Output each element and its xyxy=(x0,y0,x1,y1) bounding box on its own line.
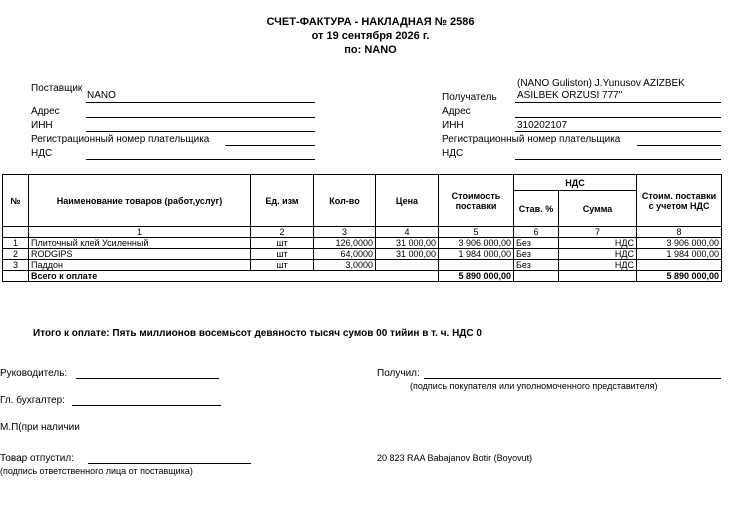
receiver-reg-label: Регистрационный номер плательщика xyxy=(442,134,621,145)
document-date: от 19 сентября 2026 г. xyxy=(311,30,430,42)
row-unit: шт xyxy=(251,238,314,249)
supplier-address-label: Адрес xyxy=(31,106,60,117)
receiver-name-line1: (NANO Guliston) J.Yunusov AZIZBEK xyxy=(517,78,685,89)
receiver-vat-label: НДС xyxy=(442,148,464,159)
total-row xyxy=(3,271,722,282)
row-name: Паддон xyxy=(29,260,251,271)
header-vat-sum: Сумма xyxy=(559,191,637,227)
col-number: 4 xyxy=(376,227,439,238)
row-name: Плиточный клей Усиленный xyxy=(29,238,251,249)
header-unit: Ед. изм xyxy=(251,175,314,227)
accountant-label: Гл. бухгалтер: xyxy=(0,395,65,406)
row-num: 1 xyxy=(3,238,29,249)
received-signature-line xyxy=(424,378,721,379)
col-number: 3 xyxy=(314,227,376,238)
row-qty: 3,0000 xyxy=(314,260,376,271)
amount-in-words: Итого к оплате: Пять миллионов восемьсот девяносто тысяч сумов 00 тийин в т. ч. НДС 0 xyxy=(33,328,482,339)
received-note: (подпись покупателя или уполномоченного представителя) xyxy=(410,381,658,391)
row-unit: шт xyxy=(251,260,314,271)
table-row xyxy=(3,249,722,260)
receiver-vat-line xyxy=(515,159,721,160)
col-number: 7 xyxy=(559,227,637,238)
receiver-name-line2: ASILBEK ORZUSI 777" xyxy=(517,90,623,101)
receiver-inn-label: ИНН xyxy=(442,120,464,131)
director-signature-line xyxy=(76,378,219,379)
row-unit: шт xyxy=(251,249,314,260)
supplier-name-line xyxy=(86,102,315,103)
header-qty: Кол-во xyxy=(314,175,376,227)
supplier-inn-label: ИНН xyxy=(31,120,53,131)
header-num: № xyxy=(3,175,29,227)
total-num-cell xyxy=(3,271,29,282)
supplier-label: Поставщик xyxy=(31,83,83,94)
receiver-label: Получатель xyxy=(442,92,497,103)
row-vat-rate: Без xyxy=(514,238,559,249)
director-label: Руководитель: xyxy=(0,368,68,379)
stamp-label: М.П(при наличии xyxy=(0,422,80,433)
receiver-reg-line xyxy=(637,145,721,146)
col-number: 8 xyxy=(637,227,722,238)
header-vat: НДС xyxy=(514,175,637,191)
released-label: Товар отпустил: xyxy=(0,453,74,464)
table-row xyxy=(3,238,722,249)
header-price: Цена xyxy=(376,175,439,227)
header-name: Наименование товаров (работ,услуг) xyxy=(29,175,251,227)
row-vat-rate: Без xyxy=(514,249,559,260)
total-vat-sum-cell xyxy=(559,271,637,282)
supplier-name: NANO xyxy=(87,90,116,101)
col-number: 5 xyxy=(439,227,514,238)
row-total: 3 906 000,00 xyxy=(637,238,722,249)
row-cost: 3 906 000,00 xyxy=(439,238,514,249)
row-vat-sum: НДС xyxy=(559,249,637,260)
row-num: 2 xyxy=(3,249,29,260)
row-price: 31 000,00 xyxy=(376,238,439,249)
supplier-reg-label: Регистрационный номер плательщика xyxy=(31,134,210,145)
row-qty: 126,0000 xyxy=(314,238,376,249)
total-vat-rate-cell xyxy=(514,271,559,282)
row-name: RODGIPS xyxy=(29,249,251,260)
header-cost: Стоимость поставки xyxy=(439,175,514,227)
received-label: Получил: xyxy=(377,368,420,379)
row-cost xyxy=(439,260,514,271)
col-number: 1 xyxy=(29,227,251,238)
driver-info: 20 823 RAA Babajanov Botir (Boyovut) xyxy=(377,453,533,463)
row-price xyxy=(376,260,439,271)
receiver-address-label: Адрес xyxy=(442,106,471,117)
row-price: 31 000,00 xyxy=(376,249,439,260)
col-number xyxy=(3,227,29,238)
released-signature-line xyxy=(88,463,251,464)
receiver-inn-value: 310202107 xyxy=(517,120,568,131)
total-label: Всего к оплате xyxy=(29,271,439,282)
accountant-signature-line xyxy=(72,405,221,406)
supplier-address-line xyxy=(86,117,315,118)
column-number-row xyxy=(3,227,722,238)
header-vat-rate: Став. % xyxy=(514,191,559,227)
row-cost: 1 984 000,00 xyxy=(439,249,514,260)
supplier-reg-line xyxy=(225,145,315,146)
table-row xyxy=(3,260,722,271)
document-title: СЧЕТ-ФАКТУРА - НАКЛАДНАЯ № 2586 xyxy=(266,16,475,28)
document-by: по: NANO xyxy=(344,44,397,56)
row-vat-sum: НДС xyxy=(559,260,637,271)
row-vat-sum: НДС xyxy=(559,238,637,249)
receiver-name-underline xyxy=(515,102,721,103)
header-total: Стоим. поставки с учетом НДС xyxy=(637,175,722,227)
row-total: 1 984 000,00 xyxy=(637,249,722,260)
row-vat-rate: Без xyxy=(514,260,559,271)
items-table xyxy=(2,174,722,282)
total-cost: 5 890 000,00 xyxy=(439,271,514,282)
receiver-address-line xyxy=(515,117,721,118)
supplier-vat-line xyxy=(86,159,315,160)
supplier-inn-line xyxy=(86,131,315,132)
row-qty: 64,0000 xyxy=(314,249,376,260)
supplier-vat-label: НДС xyxy=(31,148,53,159)
row-total xyxy=(637,260,722,271)
row-num: 3 xyxy=(3,260,29,271)
col-number: 6 xyxy=(514,227,559,238)
released-note: (подпись ответственного лица от поставщика) xyxy=(0,466,193,476)
total-with-vat: 5 890 000,00 xyxy=(637,271,722,282)
col-number: 2 xyxy=(251,227,314,238)
receiver-inn-line xyxy=(515,131,721,132)
